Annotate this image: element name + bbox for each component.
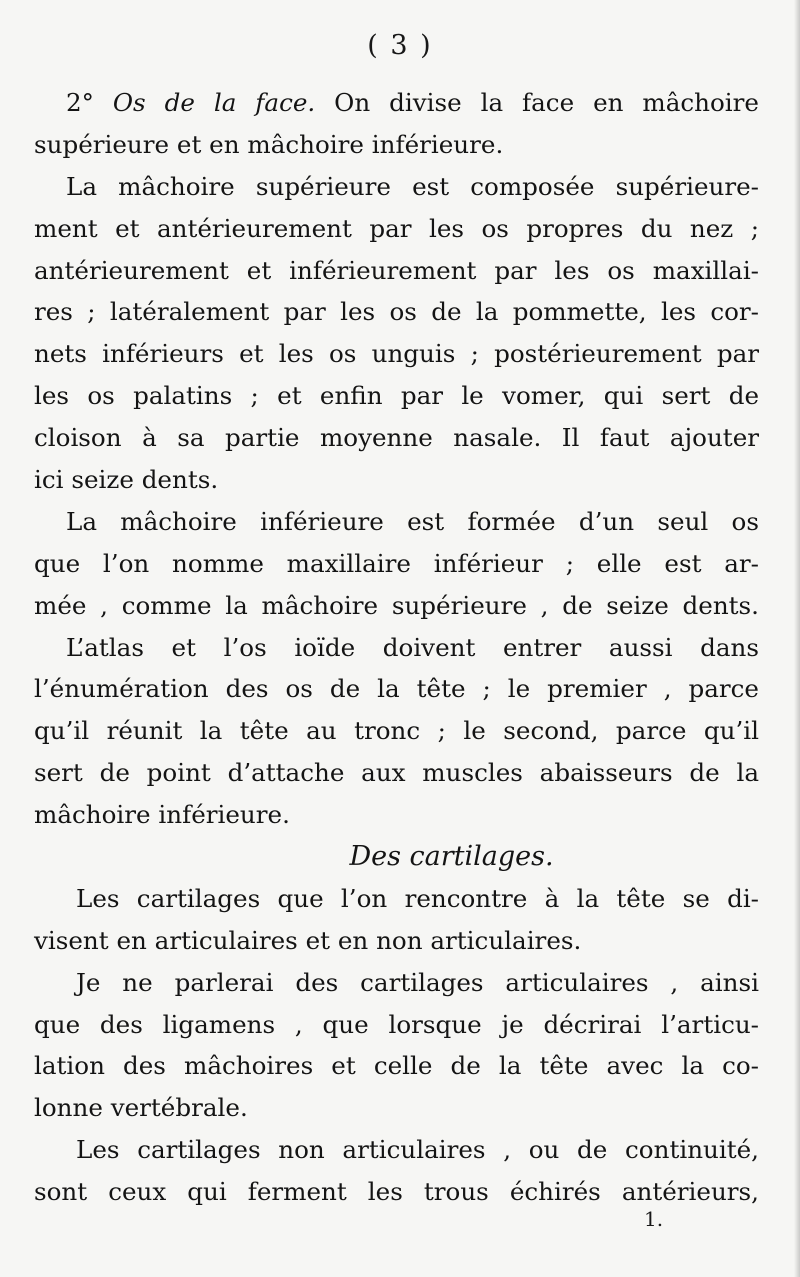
text-line: La mâchoire supérieure est composée supérieure-	[66, 171, 759, 201]
section-title: Os de la face.	[112, 88, 316, 117]
text-line: ici seize dents.	[34, 465, 219, 495]
text-line: cloison à sa partie moyenne nasale. Il faut ajouter	[34, 423, 759, 453]
text-line: l’énumération des os de la tête ; le premier , parce	[34, 674, 759, 704]
section-number: 2°	[66, 88, 94, 117]
text-line: visent en articulaires et en non articulaires.	[34, 925, 582, 955]
page-number: ( 3 )	[367, 30, 433, 61]
text-line: lation des mâchoires et celle de la tête avec la co-	[34, 1051, 759, 1081]
text-line: Je ne parlerai des cartilages articulaires , ainsi	[76, 967, 759, 997]
text-line: Les cartilages que l’on rencontre à la tête se di-	[76, 883, 759, 913]
text-line: Les cartilages non articulaires , ou de continuité,	[76, 1135, 759, 1165]
text-line: res ; latéralement par les os de la pommette, les cor-	[34, 297, 759, 327]
text-line: L’atlas et l’os ioïde doivent entrer aussi dans	[66, 632, 759, 662]
text-line: sont ceux qui ferment les trous échirés antérieurs,	[34, 1177, 759, 1207]
text-line: antérieurement et inférieurement par les os maxillai-	[34, 255, 759, 285]
text-line: qu’il réunit la tête au tronc ; le second, parce qu’il	[34, 716, 759, 746]
text-line	[34, 82, 759, 124]
text-line: La mâchoire inférieure est formée d’un seul os	[66, 506, 759, 536]
text-segment: On divise la face en mâchoire	[334, 88, 759, 117]
text-line: que des ligamens , que lorsque je décrirai l’articu-	[34, 1009, 759, 1039]
section-heading: Des cartilages.	[349, 841, 554, 873]
text-line: ment et antérieurement par les os propres du nez ;	[34, 213, 759, 243]
text-line: que l’on nomme maxillaire inférieur ; elle est ar-	[34, 548, 759, 578]
text-line: supérieure et en mâchoire inférieure.	[34, 129, 504, 159]
text-line: les os palatins ; et enfin par le vomer, qui sert de	[34, 381, 759, 411]
signature-mark: 1.	[644, 1207, 664, 1231]
text-line: nets inférieurs et les os unguis ; postérieurement par	[34, 339, 759, 369]
text-line: lonne vertébrale.	[34, 1093, 248, 1123]
text-line: mée , comme la mâchoire supérieure , de seize dents.	[34, 590, 759, 620]
page-edge-shadow	[794, 0, 800, 1277]
page-body	[34, 82, 759, 1213]
text-line: mâchoire inférieure.	[34, 800, 290, 830]
text-line: sert de point d’attache aux muscles abaisseurs de la	[34, 758, 759, 788]
